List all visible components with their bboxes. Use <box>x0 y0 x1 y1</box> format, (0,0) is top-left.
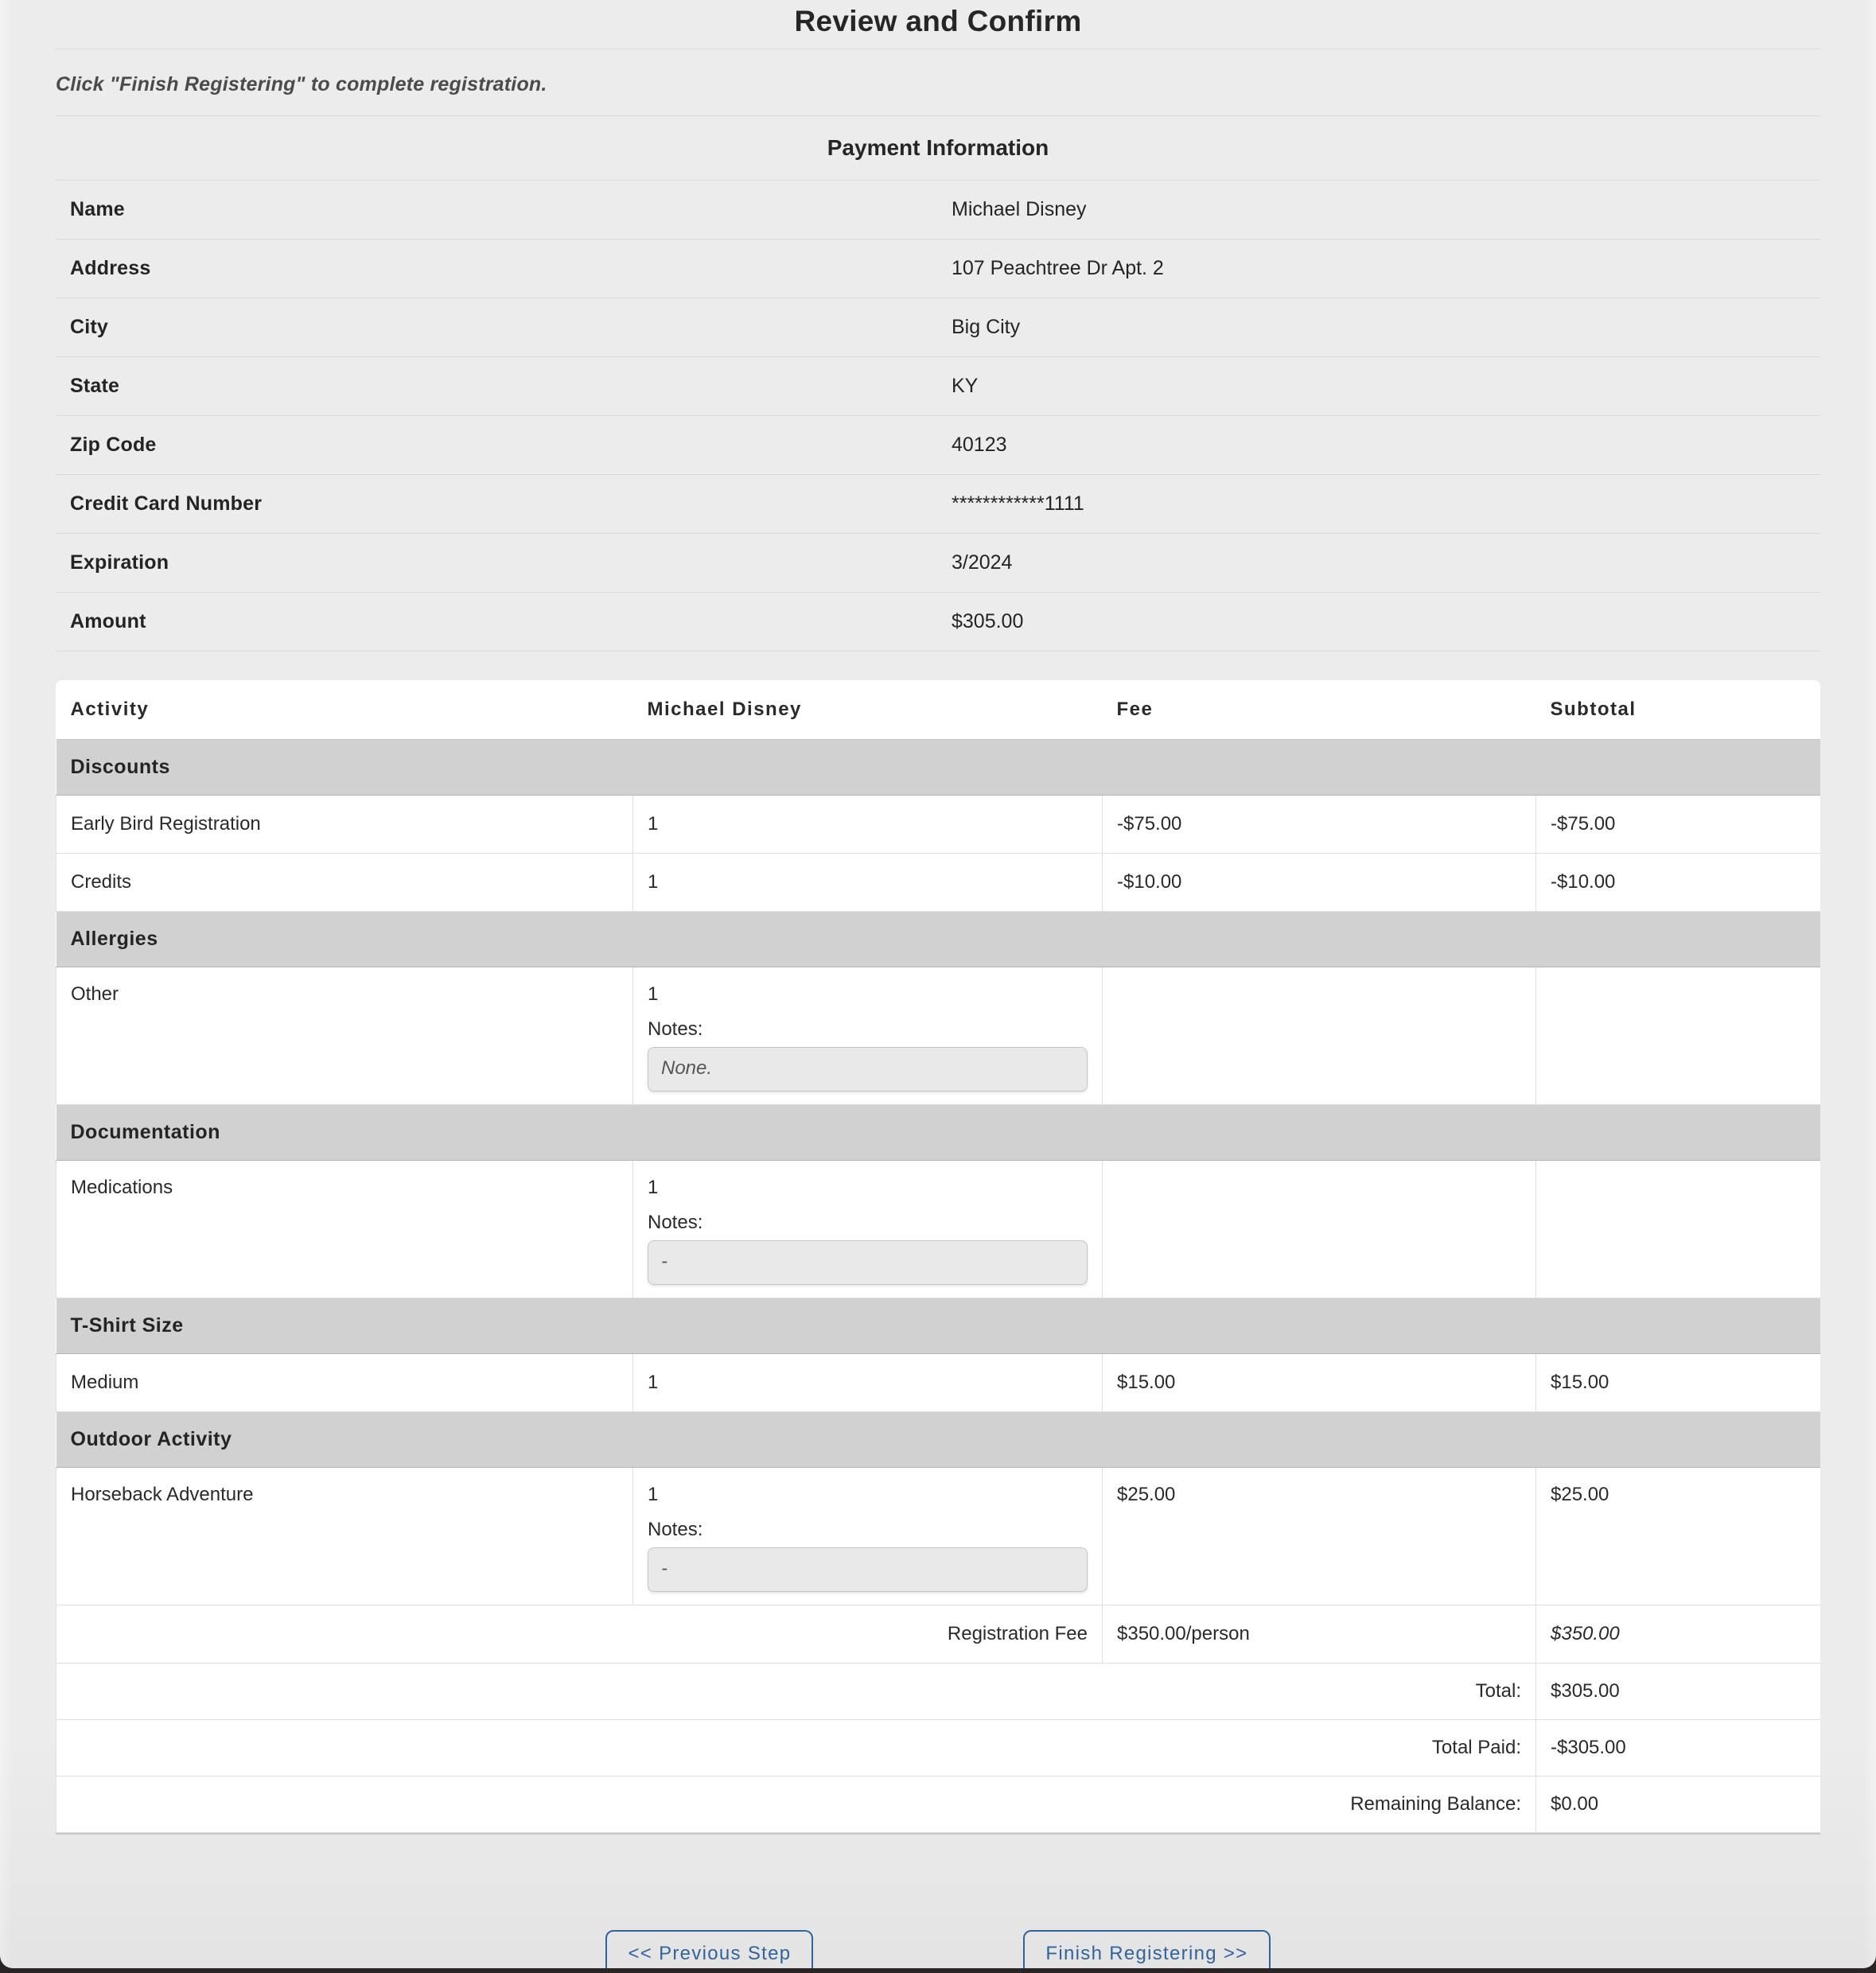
payment-row-amount <box>56 593 1820 652</box>
activity-cell: Medications <box>56 1161 633 1298</box>
activity-table-header-row <box>56 680 1821 740</box>
finish-registering-button[interactable]: Finish Registering >> <box>1023 1930 1270 1968</box>
qty-cell: 1 <box>633 1354 1103 1412</box>
instruction-text: Click "Finish Registering" to complete registration. <box>56 73 547 95</box>
payment-row-value: 3/2024 <box>952 551 1013 574</box>
qty-notes-cell <box>633 1161 1103 1298</box>
registration-fee-rate: $350.00/person <box>1103 1605 1536 1664</box>
activity-cell: Early Bird Registration <box>56 796 633 854</box>
notes-textarea: - <box>648 1547 1088 1592</box>
qty-notes-cell <box>633 967 1103 1105</box>
activity-table <box>56 680 1820 1835</box>
registration-fee-row <box>56 1605 1821 1664</box>
notes-textarea: None. <box>648 1047 1088 1092</box>
navigation-buttons <box>56 1930 1820 1968</box>
payment-row-label: Address <box>70 257 151 279</box>
payment-row-label: Amount <box>70 610 146 632</box>
section-header-row <box>56 912 1821 967</box>
table-row <box>56 1354 1821 1412</box>
table-row <box>56 796 1821 854</box>
table-row <box>56 1161 1821 1298</box>
activity-cell: Horseback Adventure <box>56 1468 633 1605</box>
total-paid-value: -$305.00 <box>1536 1720 1821 1776</box>
payment-row-value: KY <box>952 375 979 397</box>
remaining-balance-value: $0.00 <box>1536 1776 1821 1833</box>
qty-cell: 1 <box>633 854 1103 912</box>
payment-row-label: City <box>70 316 109 338</box>
qty-cell: 1 <box>633 796 1103 854</box>
payment-row-value: ************1111 <box>952 492 1084 515</box>
subtotal-cell: $15.00 <box>1536 1354 1821 1412</box>
fee-cell <box>1103 1161 1536 1298</box>
payment-row-zip <box>56 416 1820 475</box>
payment-info-section <box>56 115 1820 652</box>
registration-fee-subtotal: $350.00 <box>1536 1605 1821 1664</box>
section-header-row <box>56 1105 1821 1161</box>
qty-value: 1 <box>648 983 659 1005</box>
subtotal-cell <box>1536 1161 1821 1298</box>
section-header-outdoor-activity: Outdoor Activity <box>56 1412 1821 1468</box>
column-header-fee: Fee <box>1103 680 1536 740</box>
payment-row-label: Name <box>70 198 125 220</box>
notes-label: Notes: <box>648 1018 703 1040</box>
column-header-activity: Activity <box>56 680 633 740</box>
total-row <box>56 1664 1821 1720</box>
fee-cell: $25.00 <box>1103 1468 1536 1605</box>
table-row <box>56 854 1821 912</box>
table-row <box>56 1468 1821 1605</box>
fee-cell: $15.00 <box>1103 1354 1536 1412</box>
total-paid-row <box>56 1720 1821 1776</box>
subtotal-cell: -$10.00 <box>1536 854 1821 912</box>
payment-row-value: Michael Disney <box>952 198 1087 220</box>
section-header-tshirt-size: T-Shirt Size <box>56 1298 1821 1354</box>
payment-row-expiration <box>56 534 1820 593</box>
table-row <box>56 967 1821 1105</box>
total-label: Total: <box>56 1664 1536 1720</box>
payment-row-state <box>56 357 1820 416</box>
payment-info-heading: Payment Information <box>56 115 1820 181</box>
payment-row-credit-card <box>56 475 1820 534</box>
qty-value: 1 <box>648 1484 659 1505</box>
payment-row-value: 107 Peachtree Dr Apt. 2 <box>952 257 1164 279</box>
total-paid-label: Total Paid: <box>56 1720 1536 1776</box>
notes-label: Notes: <box>648 1519 703 1540</box>
section-header-discounts: Discounts <box>56 740 1821 796</box>
fee-cell <box>1103 967 1536 1105</box>
section-header-documentation: Documentation <box>56 1105 1821 1161</box>
qty-value: 1 <box>648 1177 659 1198</box>
payment-row-label: Zip Code <box>70 434 157 456</box>
section-header-row <box>56 740 1821 796</box>
column-header-subtotal: Subtotal <box>1536 680 1821 740</box>
payment-row-value: 40123 <box>952 434 1007 456</box>
remaining-balance-row <box>56 1776 1821 1833</box>
subtotal-cell: -$75.00 <box>1536 796 1821 854</box>
payment-row-city <box>56 298 1820 357</box>
activity-cell: Medium <box>56 1354 633 1412</box>
notes-textarea: - <box>648 1240 1088 1285</box>
section-header-row <box>56 1412 1821 1468</box>
payment-row-label: State <box>70 375 120 397</box>
fee-cell: -$10.00 <box>1103 854 1536 912</box>
activity-cell: Credits <box>56 854 633 912</box>
payment-row-value: $305.00 <box>952 610 1024 632</box>
payment-row-address <box>56 239 1820 298</box>
payment-row-name <box>56 181 1820 239</box>
page-title: Review and Confirm <box>794 5 1082 37</box>
notes-label: Notes: <box>648 1212 703 1233</box>
section-header-row <box>56 1298 1821 1354</box>
section-header-allergies: Allergies <box>56 912 1821 967</box>
subtotal-cell: $25.00 <box>1536 1468 1821 1605</box>
payment-row-value: Big City <box>952 316 1021 338</box>
remaining-balance-label: Remaining Balance: <box>56 1776 1536 1833</box>
previous-step-button[interactable]: << Previous Step <box>605 1930 813 1968</box>
qty-notes-cell <box>633 1468 1103 1605</box>
payment-row-label: Credit Card Number <box>70 492 263 515</box>
column-header-person: Michael Disney <box>633 680 1103 740</box>
registration-fee-label: Registration Fee <box>56 1605 1103 1664</box>
payment-row-label: Expiration <box>70 551 169 574</box>
activity-cell: Other <box>56 967 633 1105</box>
subtotal-cell <box>1536 967 1821 1105</box>
fee-cell: -$75.00 <box>1103 796 1536 854</box>
total-value: $305.00 <box>1536 1664 1821 1720</box>
